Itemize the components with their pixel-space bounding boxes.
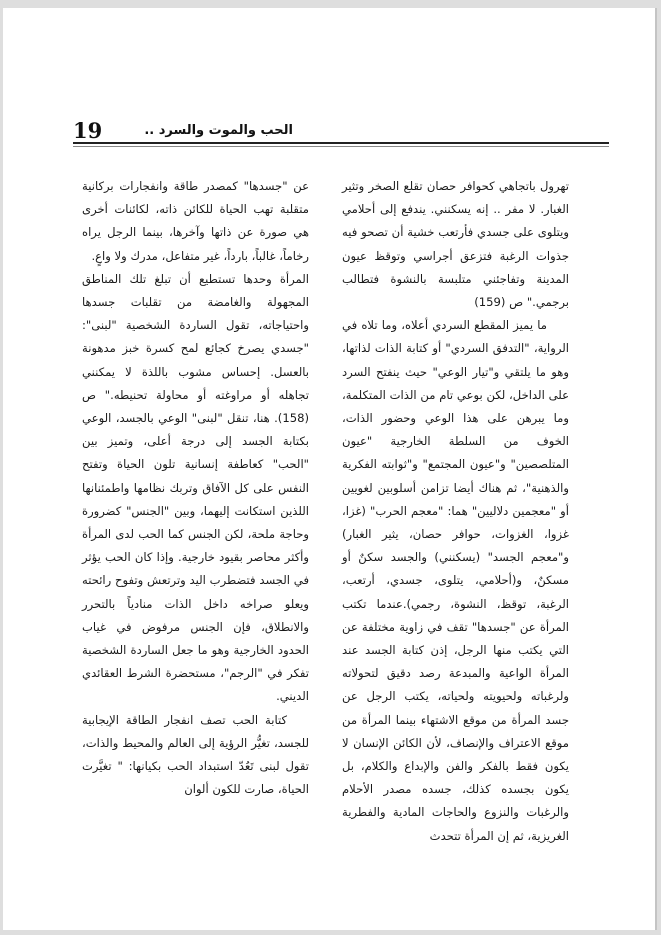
paragraph: المرأة وحدها تستطيع أن تبلغ تلك المناطق المجهولة والغامضة من تقلبات جسدها واحتياجاته، تقول الساردة الشخصية "لبنى": "جسدي يصرخ كجائع لمح كسرة خبز مدهونة بالعسل. إحساس مشوب باللذة لا يمكنني تجاهله أو مراوغته أو محاولة تحنيطه." ص (158). هنا، تنقل "لبنى" الوعي بالجسد، الوعي بكتابة الجسد إلى درجة أعلى، وتميز بين "الحب" كعاطفة إنسانية تلون الحياة وتفتح النفس على كل الآفاق وتربك نظامها واطمئنانها اللذين استكانت إليهما، وبين "الجنس" كضرورة وحاجة ملحة، لكن الجنس كما الحب لدى المرأة وأكثر محاصر بقيود خارجية. وإذا كان الحب يؤثر في الجسد فتضطرب اليد وترتعش وتفوح رائحته ويعلو صراخه داخل الذات منادياً بالتحرر والانطلاق، فإن الجنس مرفوض في غياب الحدود الخارجية وهو ما جعل الساردة الشخصية تفكر في "الرجم"، مستحضرة الشرط العقائدي الديني. xyxy=(82,271,309,704)
paragraph: كتابة الحب تصف انفجار الطاقة الإيجابية للجسد، تغيُّر الرؤية إلى العالم والمحيط والذات، تقول لبنى تَعُدّ استبداد الحب بكيانها: " تغيَّرت الحياة، صارت للكون ألوان xyxy=(82,712,309,797)
header-rule xyxy=(73,142,609,144)
text-column-left xyxy=(82,175,309,801)
header-rule-thin xyxy=(73,146,609,147)
page-number: 19 xyxy=(73,118,103,143)
paragraph: ما يميز المقطع السردي أعلاه، وما تلاه في الرواية، "التدفق السردي" أو كتابة الذات لذاتها، وهو ما يلتقي و"تيار الوعي" حيث ينفتح السرد على الداخل، لكن بوعي تام من الذات المتكلمة، وما يبرهن على هذا الوعي وحضور الذات، الخوف من السلطة الخارجية "عيون المتلصصين" و"عيون المجتمع" و"ثوابته الفكرية والذهنية"، ثم هناك أيضا تزامن أسلوبين لغويين أو "معجمين دلاليين" هما: "معجم الحرب" (غزا، غزوا، الغزوات، حوافر حصان، يثير الغبار) و"معجم الجسد" (يسكنني) والجسد سكنٌ أو مسكنٌ، و(أحلامي، يتلوى، جسدي، أرتعب، الرغبة، توقظ، النشوة، رجمي).عندما تكتب المرأة عن "جسدها" تقف في زاوية مختلفة عن التي يكتب منها الرجل، إذن كتابة الجسد عند المرأة الواعية والمبدعة رصد دقيق لتحولاته ولرغباته ولحيويته ولحياته، يكتب الرجل عن جسد المرأة من موقع الاشتهاء بينما المرأة من موقع الاعتراف والإنصاف، لأن الكائن الإنسان لا يكون فقط بالفكر والفن والإبداع والكلام، بل يكون بجسده كذلك، جسده مصدر الأحلام والرغبات والنزوع والحاجات المادية والفطرية الغريزية، ثم إن المرأة تتحدث xyxy=(342,318,569,843)
paragraph: تهرول باتجاهي كحوافر حصان تقلع الصخر وتثير الغبار. لا مفر .. إنه يسكنني. يندفع إلى أحلامي ويتلوى على جسدي فأرتعب خشية أن تصحو فيه جذوات الرغبة فتزعق أجراسي وتوقظ عيون المدينة وتفاجئني متلبسة بالنشوة فتطالب برجمي." ص (159) xyxy=(342,179,569,310)
paragraph: عن "جسدها" كمصدر طاقة وانفجارات بركانية متقلبة تهب الحياة للكائن ذاته، لكائنات أخرى هي صورة عن ذاتها وآخرها، بينما الرجل يراه رخاماً، غالباً، بارداً، غير متفاعل، مدرك ولا واعٍ. xyxy=(82,179,309,263)
running-header-title: الحب والموت والسرد .. xyxy=(144,123,293,138)
text-column-right xyxy=(342,175,569,848)
